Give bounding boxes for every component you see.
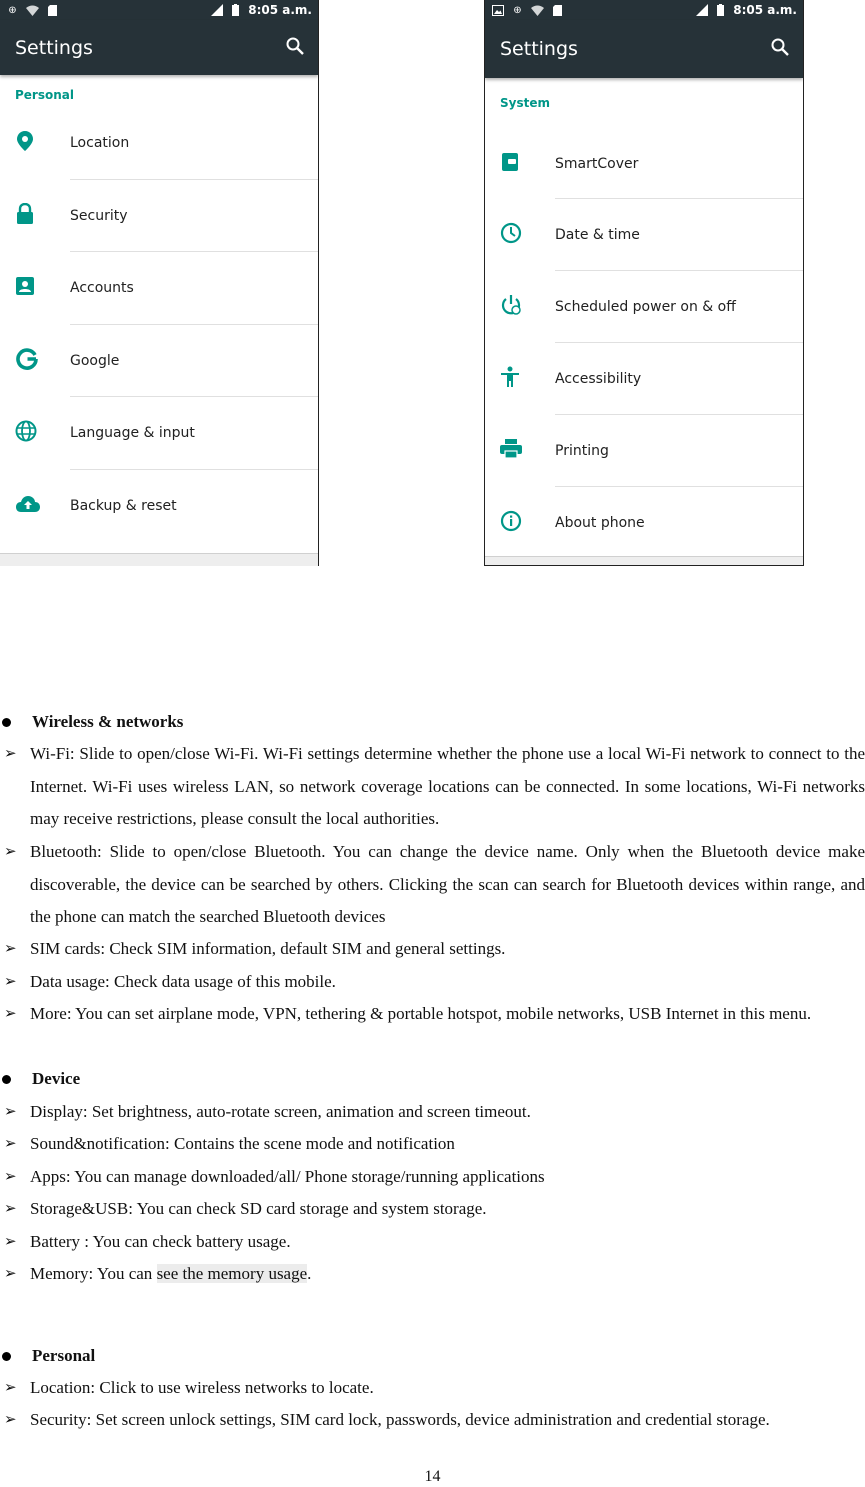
account-icon <box>15 276 35 300</box>
signal-icon <box>210 4 223 16</box>
sd-card-icon <box>46 4 59 16</box>
setting-label: SmartCover <box>555 155 639 172</box>
arrow-bullet-icon: ➢ <box>4 1380 17 1396</box>
arrow-bullet-icon: ➢ <box>4 746 17 762</box>
status-bar <box>485 0 803 20</box>
page-number: 14 <box>424 1468 441 1485</box>
setting-label: Security <box>70 207 128 224</box>
arrow-bullet-icon: ➢ <box>4 974 17 990</box>
arrow-bullet-icon: ➢ <box>4 1266 17 1282</box>
location-description: Location: Click to use wireless networks to locate. <box>30 1378 374 1397</box>
memory-suffix: . <box>307 1264 312 1283</box>
setting-about-phone[interactable] <box>485 487 803 559</box>
bullet-icon <box>2 1075 11 1084</box>
apps-description: Apps: You can manage downloaded/all/ Phone storage/running applications <box>30 1167 545 1186</box>
location-pin-icon <box>15 130 35 156</box>
arrow-bullet-icon: ➢ <box>4 1201 17 1217</box>
setting-security[interactable] <box>0 180 318 253</box>
arrow-bullet-icon: ➢ <box>4 1234 17 1250</box>
bullet-icon <box>2 1352 11 1361</box>
sync-icon: ⊕ <box>8 4 17 16</box>
more-description: More: You can set airplane mode, VPN, tethering & portable hotspot, mobile networks, USB Internet in this menu. <box>30 1004 812 1023</box>
setting-google[interactable] <box>0 325 318 398</box>
settings-toolbar <box>485 20 803 78</box>
setting-location[interactable] <box>0 107 318 180</box>
section-personal <box>0 1340 865 1373</box>
setting-label: Printing <box>555 443 609 459</box>
section-heading: Device <box>32 1069 81 1088</box>
search-icon[interactable] <box>771 38 789 60</box>
section-heading: Personal <box>32 1346 96 1365</box>
category-label: System <box>500 96 550 110</box>
setting-date-time[interactable] <box>485 199 803 271</box>
printer-icon <box>500 439 522 463</box>
memory-text: Memory: You can <box>30 1264 157 1283</box>
setting-label: Scheduled power on & off <box>555 299 736 315</box>
google-icon <box>15 347 39 375</box>
arrow-bullet-icon: ➢ <box>4 1104 17 1120</box>
setting-label: Language & input <box>70 425 195 442</box>
setting-label: Accounts <box>70 280 134 297</box>
section-heading: Wireless & networks <box>32 712 184 731</box>
clock-icon <box>500 222 522 248</box>
memory-highlight: see the memory usage <box>156 1264 308 1283</box>
status-time: 8:05 a.m. <box>733 3 797 17</box>
setting-label: Location <box>70 135 130 152</box>
settings-toolbar <box>0 20 318 75</box>
wifi-description: Wi-Fi: Slide to open/close Wi-Fi. Wi-Fi settings determine whether the phone use a local Wi-Fi network to connect to the Internet. Wi-Fi uses wireless LAN, so network coverage locations can be connected. In some locations, Wi-Fi networks may receive restrictions, please consult the local authorities. <box>30 744 865 828</box>
toolbar-title: Settings <box>500 38 578 60</box>
storage-description: Storage&USB: You can check SD card storage and system storage. <box>30 1199 487 1218</box>
lock-icon <box>15 203 35 229</box>
globe-icon <box>15 420 37 446</box>
wifi-icon <box>26 4 39 16</box>
arrow-bullet-icon: ➢ <box>4 1169 17 1185</box>
setting-printing[interactable] <box>485 415 803 487</box>
setting-label: About phone <box>555 515 645 531</box>
battery-icon <box>714 4 727 16</box>
cloud-upload-icon <box>15 494 41 518</box>
setting-backup[interactable] <box>0 470 318 543</box>
power-schedule-icon <box>500 294 522 320</box>
setting-label: Date & time <box>555 227 640 243</box>
accessibility-icon <box>500 366 520 392</box>
arrow-bullet-icon: ➢ <box>4 844 17 860</box>
setting-smartcover[interactable] <box>485 128 803 199</box>
search-icon[interactable] <box>286 37 304 59</box>
settings-screenshot-personal <box>0 0 319 566</box>
bluetooth-description: Bluetooth: Slide to open/close Bluetooth. You can change the device name. Only when the Bluetooth device make discoverable, the device can be searched by others. Clicking the scan can search for Bluetooth devices within range, and the phone can match the searched Bluetooth devices <box>30 842 865 926</box>
battery-icon <box>229 4 242 16</box>
sim-description: SIM cards: Check SIM information, default SIM and general settings. <box>30 939 506 958</box>
setting-accessibility[interactable] <box>485 343 803 415</box>
battery-description: Battery : You can check battery usage. <box>30 1232 291 1251</box>
arrow-bullet-icon: ➢ <box>4 1006 17 1022</box>
security-description: Security: Set screen unlock settings, SIM card lock, passwords, device administration and credential storage. <box>30 1410 770 1429</box>
section-wireless <box>0 706 865 739</box>
section-device <box>0 1063 865 1096</box>
data-usage-description: Data usage: Check data usage of this mobile. <box>30 972 336 991</box>
setting-label: Google <box>70 352 120 369</box>
status-time: 8:05 a.m. <box>248 3 312 17</box>
category-label: Personal <box>15 88 74 102</box>
sd-card-icon <box>551 4 564 16</box>
arrow-bullet-icon: ➢ <box>4 1412 17 1428</box>
setting-accounts[interactable] <box>0 252 318 325</box>
sound-description: Sound&notification: Contains the scene mode and notification <box>30 1134 455 1153</box>
setting-label: Accessibility <box>555 371 642 387</box>
setting-scheduled-power[interactable] <box>485 271 803 343</box>
settings-screenshot-system <box>484 0 804 566</box>
setting-language[interactable] <box>0 397 318 470</box>
setting-label: Backup & reset <box>70 497 177 514</box>
wifi-icon <box>531 4 544 16</box>
image-icon <box>491 4 504 16</box>
signal-icon <box>695 4 708 16</box>
bullet-icon <box>2 718 11 727</box>
status-bar <box>0 0 318 20</box>
display-description: Display: Set brightness, auto-rotate screen, animation and screen timeout. <box>30 1102 531 1121</box>
info-icon <box>500 510 522 536</box>
smartcover-icon <box>500 152 520 176</box>
memory-description <box>30 1258 865 1291</box>
sync-icon: ⊕ <box>513 4 522 16</box>
phone-bottom-edge <box>0 553 318 566</box>
arrow-bullet-icon: ➢ <box>4 941 17 957</box>
toolbar-title: Settings <box>15 36 93 59</box>
phone-bottom-edge <box>485 556 803 565</box>
arrow-bullet-icon: ➢ <box>4 1136 17 1152</box>
